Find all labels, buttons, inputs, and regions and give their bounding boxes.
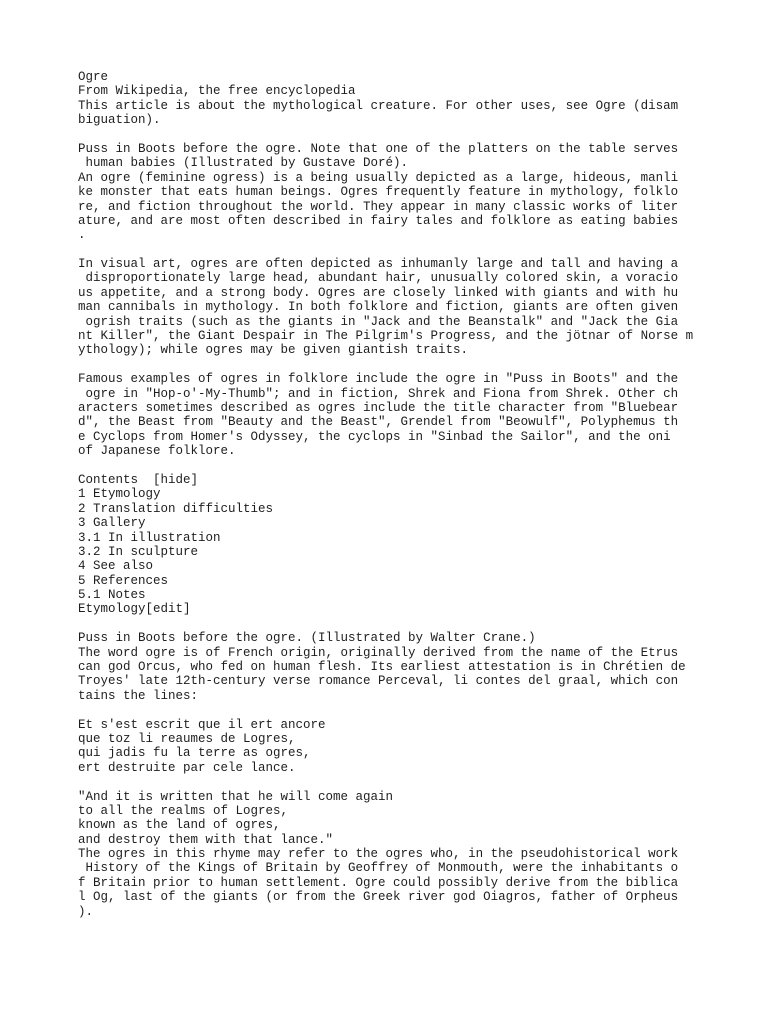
text-line: ogre in "Hop-o'-My-Thumb"; and in fiction, Shrek and Fiona from Shrek. Other ch [78,386,679,401]
text-line: aracters sometimes described as ogres include the title character from "Bluebear [78,400,679,415]
text-line: History of the Kings of Britain by Geoffrey of Monmouth, were the inhabitants o [78,861,679,876]
blank-line [78,459,718,473]
text-line: biguation). [78,113,161,128]
blank-line [78,128,718,142]
text-line: disproportionately large head, abundant hair, unusually colored skin, a voracio [78,271,679,286]
text-line: Puss in Boots before the ogre. Note that one of the platters on the table serves [78,141,679,156]
text-line: f Britain prior to human settlement. Ogre could possibly derive from the biblica [78,875,679,890]
text-line: ogrish traits (such as the giants in "Jack and the Beanstalk" and "Jack the Gia [78,314,679,329]
text-line: Puss in Boots before the ogre. (Illustrated by Walter Crane.) [78,631,536,646]
text-line: tains the lines: [78,688,199,703]
text-line: Etymology[edit] [78,602,191,617]
text-line: 5 References [78,573,169,588]
blank-line [78,358,718,372]
document-body [78,70,718,919]
text-line: 3.1 In illustration [78,530,221,545]
text-line: Contents [hide] [78,472,199,487]
text-line: The word ogre is of French origin, originally derived from the name of the Etrus [78,645,679,660]
text-line: Troyes' late 12th-century verse romance Perceval, li contes del graal, which con [78,674,679,689]
text-line: The ogres in this rhyme may refer to the ogres who, in the pseudohistorical work [78,847,679,862]
text-line: can god Orcus, who fed on human flesh. Its earliest attestation is in Chrétien de [78,660,686,675]
text-line: ythology); while ogres may be given giantish traits. [78,343,469,358]
text-line: This article is about the mythological creature. For other uses, see Ogre (disam [78,98,679,113]
text-line: From Wikipedia, the free encyclopedia [78,84,356,99]
text-line: and destroy them with that lance." [78,832,334,847]
text-line: 3.2 In sculpture [78,544,199,559]
text-line: e Cyclops from Homer's Odyssey, the cyclops in "Sinbad the Sailor", and the oni [78,429,671,444]
text-line: us appetite, and a strong body. Ogres are closely linked with giants and with hu [78,285,679,300]
text-line: ). [78,904,94,919]
text-line: human babies (Illustrated by Gustave Doré). [78,156,409,171]
text-line: . [78,228,86,243]
text-line: 2 Translation difficulties [78,501,274,516]
text-line: 3 Gallery [78,516,146,531]
text-line: re, and fiction throughout the world. They appear in many classic works of liter [78,199,679,214]
text-line: of Japanese folklore. [78,444,236,459]
text-line: In visual art, ogres are often depicted as inhumanly large and tall and having a [78,257,679,272]
blank-line [78,617,718,631]
text-line: Famous examples of ogres in folklore include the ogre in "Puss in Boots" and the [78,372,679,387]
text-line: nt Killer", the Giant Despair in The Pilgrim's Progress, and the jötnar of Norse m [78,329,694,344]
text-line: que toz li reaumes de Logres, [78,731,296,746]
text-line: ert destruite par cele lance. [78,760,296,775]
text-line: qui jadis fu la terre as ogres, [78,746,311,761]
text-line: d", the Beast from "Beauty and the Beast", Grendel from "Beowulf", Polyphemus th [78,415,679,430]
blank-line [78,703,718,717]
text-line: l Og, last of the giants (or from the Greek river god Oiagros, father of Orpheus [78,890,679,905]
blank-line [78,775,718,789]
blank-line [78,243,718,257]
text-line: ke monster that eats human beings. Ogres frequently feature in mythology, folklo [78,185,679,200]
text-line: Et s'est escrit que il ert ancore [78,717,326,732]
text-line: 1 Etymology [78,487,161,502]
text-line: man cannibals in mythology. In both folklore and fiction, giants are often given [78,300,679,315]
text-line: 4 See also [78,559,154,574]
text-line: to all the realms of Logres, [78,803,289,818]
text-line: An ogre (feminine ogress) is a being usually depicted as a large, hideous, manli [78,170,679,185]
text-line: "And it is written that he will come again [78,789,394,804]
text-line: known as the land of ogres, [78,818,281,833]
text-line: 5.1 Notes [78,588,146,603]
text-line: Ogre [78,70,109,84]
text-line: ature, and are most often described in fairy tales and folklore as eating babies [78,213,679,228]
